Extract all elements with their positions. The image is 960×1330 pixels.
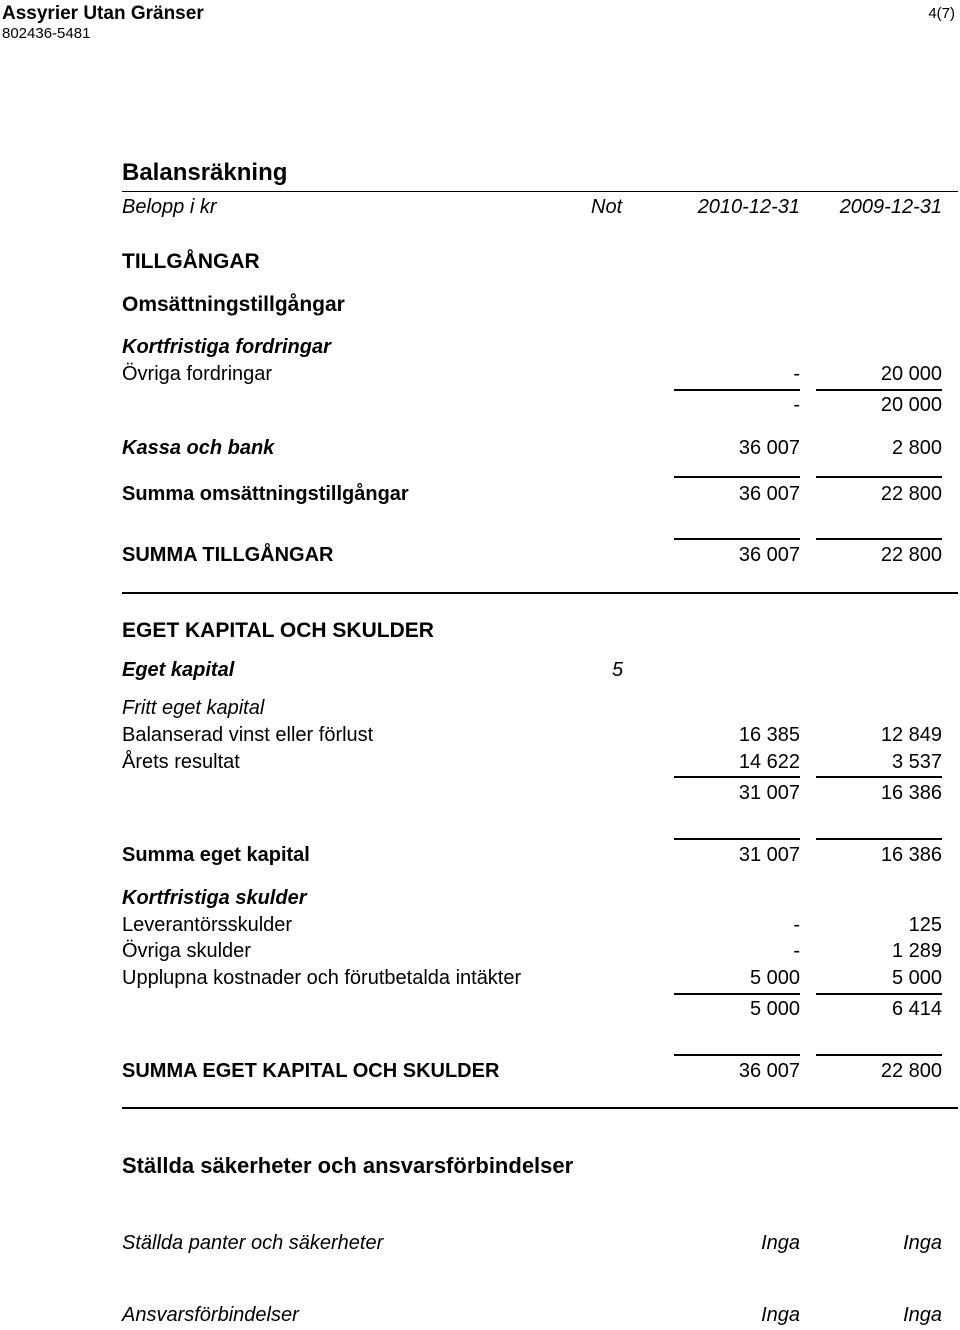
- sum-equity-y1: 31 007: [738, 844, 800, 866]
- sum-equity-y2: 16 386: [880, 844, 942, 866]
- year-result-y1: 14 622: [738, 751, 800, 773]
- receivables-subtotal-y2: 20 000: [880, 394, 942, 416]
- suppliers-y2: 125: [908, 914, 942, 936]
- pledges-heading: Ställda säkerheter och ansvarsförbindelser: [122, 1153, 574, 1178]
- retained-earnings-y2: 12 849: [880, 724, 942, 746]
- suppliers-y1: -: [793, 914, 800, 936]
- sum-assets-y1: 36 007: [738, 544, 800, 566]
- rule: [674, 776, 800, 778]
- equity-note-ref: 5: [612, 659, 624, 681]
- other-receivables-y1: -: [793, 363, 800, 385]
- rule: [816, 1054, 942, 1056]
- other-liabilities-y2: 1 289: [891, 940, 942, 962]
- year-result-label: Årets resultat: [122, 751, 240, 773]
- other-receivables-label: Övriga fordringar: [122, 363, 273, 385]
- pledged-y2: Inga: [903, 1232, 942, 1254]
- equity-heading: Eget kapital: [122, 659, 235, 681]
- rule: [674, 1054, 800, 1056]
- rule: [674, 538, 800, 540]
- contingent-y1: Inga: [761, 1304, 800, 1326]
- rule: [816, 838, 942, 840]
- rule: [674, 389, 800, 391]
- other-liabilities-y1: -: [793, 940, 800, 962]
- title-rule: [122, 191, 958, 192]
- rule: [674, 476, 800, 478]
- sum-total-y1: 36 007: [738, 1060, 800, 1082]
- short-receivables-heading: Kortfristiga fordringar: [122, 336, 331, 358]
- rule: [816, 776, 942, 778]
- equity-liabilities-heading: EGET KAPITAL OCH SKULDER: [122, 619, 434, 642]
- contingent-y2: Inga: [903, 1304, 942, 1326]
- amount-label: Belopp i kr: [122, 196, 217, 218]
- sum-assets-label: SUMMA TILLGÅNGAR: [122, 544, 334, 566]
- liabilities-subtotal-y2: 6 414: [891, 998, 942, 1020]
- current-assets-heading: Omsättningstillgångar: [122, 293, 345, 316]
- rule: [674, 993, 800, 995]
- page-title: Balansräkning: [122, 159, 288, 186]
- cash-y2: 2 800: [891, 437, 942, 459]
- rule: [816, 993, 942, 995]
- sum-assets-y2: 22 800: [880, 544, 942, 566]
- sum-equity-label: Summa eget kapital: [122, 844, 310, 866]
- assets-heading: TILLGÅNGAR: [122, 250, 260, 273]
- sum-total-label: SUMMA EGET KAPITAL OCH SKULDER: [122, 1060, 500, 1082]
- other-liabilities-label: Övriga skulder: [122, 940, 251, 962]
- liabilities-subtotal-y1: 5 000: [749, 998, 800, 1020]
- other-receivables-y2: 20 000: [880, 363, 942, 385]
- year-result-y2: 3 537: [891, 751, 942, 773]
- rule: [816, 389, 942, 391]
- section-divider: [122, 1107, 958, 1109]
- cash-label: Kassa och bank: [122, 437, 275, 459]
- sum-current-assets-label: Summa omsättningstillgångar: [122, 483, 409, 505]
- accrued-label: Upplupna kostnader och förutbetalda intäkter: [122, 967, 522, 989]
- rule: [674, 838, 800, 840]
- org-number: 802436-5481: [2, 25, 91, 42]
- retained-earnings-label: Balanserad vinst eller förlust: [122, 724, 374, 746]
- cash-y1: 36 007: [738, 437, 800, 459]
- retained-earnings-y1: 16 385: [738, 724, 800, 746]
- pledged-label: Ställda panter och säkerheter: [122, 1232, 384, 1254]
- sum-current-assets-y2: 22 800: [880, 483, 942, 505]
- accrued-y1: 5 000: [749, 967, 800, 989]
- receivables-subtotal-y1: -: [793, 394, 800, 416]
- accrued-y2: 5 000: [891, 967, 942, 989]
- suppliers-label: Leverantörsskulder: [122, 914, 293, 936]
- rule: [816, 538, 942, 540]
- equity-subtotal-y1: 31 007: [738, 782, 800, 804]
- year2-column-header: 2009-12-31: [839, 196, 942, 218]
- equity-subtotal-y2: 16 386: [880, 782, 942, 804]
- sum-current-assets-y1: 36 007: [738, 483, 800, 505]
- short-liabilities-heading: Kortfristiga skulder: [122, 887, 307, 909]
- year1-column-header: 2010-12-31: [697, 196, 800, 218]
- section-divider: [122, 592, 958, 594]
- page-number: 4(7): [928, 5, 955, 22]
- rule: [816, 476, 942, 478]
- free-equity-heading: Fritt eget kapital: [122, 697, 265, 719]
- note-column-header: Not: [591, 196, 623, 218]
- company-name: Assyrier Utan Gränser: [2, 3, 204, 24]
- contingent-label: Ansvarsförbindelser: [122, 1304, 299, 1326]
- sum-total-y2: 22 800: [880, 1060, 942, 1082]
- pledged-y1: Inga: [761, 1232, 800, 1254]
